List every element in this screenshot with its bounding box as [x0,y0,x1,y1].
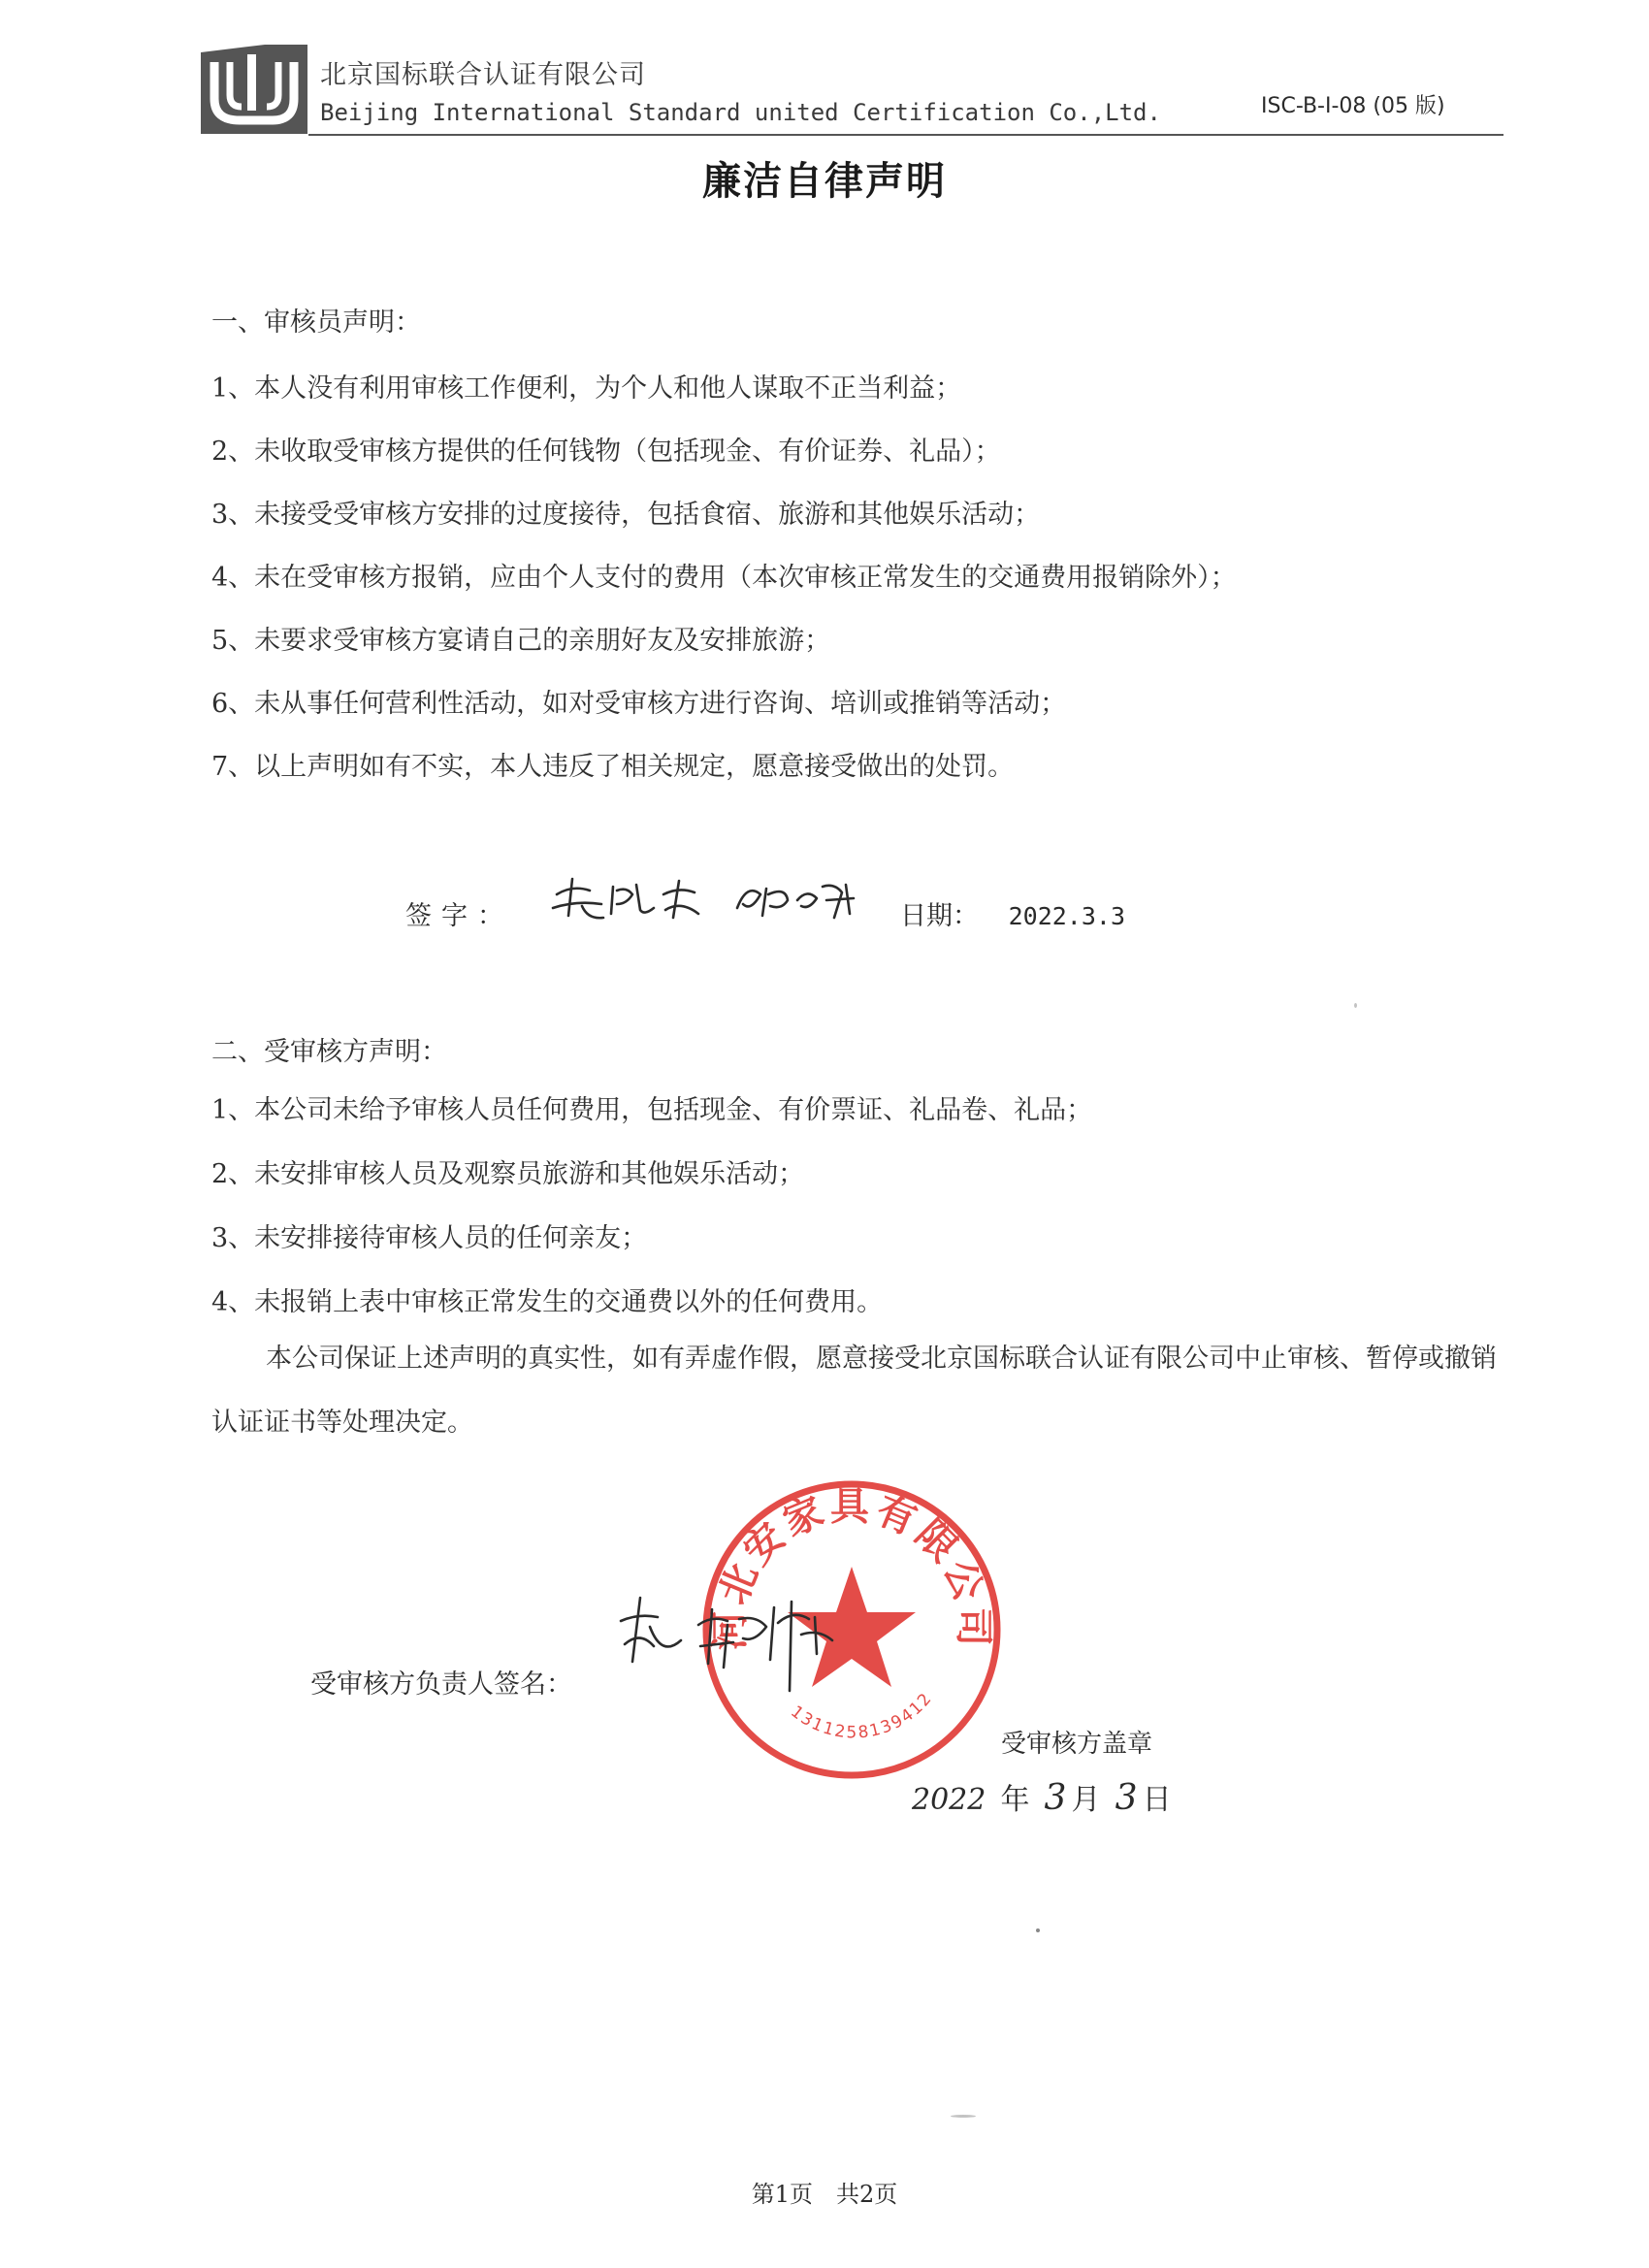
auditor-item: 6、未从事任何营利性活动，如对受审核方进行咨询、培训或推销等活动； [211,689,1067,719]
hw-date-year: 2022 [912,1783,986,1817]
auditor-item: 2、未收取受审核方提供的任何钱物（包括现金、有价证券、礼品）； [211,437,1001,467]
hw-date-month-unit: 月 [1071,1783,1101,1817]
hw-date-day: 3 [1115,1778,1138,1818]
company-name-cn: 北京国标联合认证有限公司 [320,60,646,90]
auditor-item: 4、未在受审核方报销，应由个人支付的费用（本次审核正常发生的交通费用报销除外）； [211,563,1237,593]
scan-speck [951,2115,976,2118]
scan-speck [1354,1003,1357,1008]
company-name-en: Beijing International Standard united Certification Co.,Ltd. [320,99,1161,126]
page-footer: 第1页 共2页 [751,2181,898,2208]
header-divider [308,134,1504,136]
hw-date-month: 3 [1044,1778,1067,1818]
seal-number: 1311258139412 [787,1688,937,1743]
auditee-item: 2、未安排审核人员及观察员旅游和其他娱乐活动； [211,1159,805,1189]
auditor-item: 5、未要求受审核方宴请自己的亲朋好友及安排旅游； [211,626,831,656]
auditee-item: 1、本公司未给予审核人员任何费用，包括现金、有价票证、礼品卷、礼品； [211,1095,1093,1125]
seal-label: 受审核方盖章 [1001,1730,1153,1759]
document-title: 廉洁自律声明 [702,159,947,204]
hw-date-year-unit: 年 [1000,1783,1030,1817]
auditee-section-heading: 二、受审核方声明： [211,1037,447,1067]
handwritten-date [912,1775,1172,1818]
document-code: ISC-B-I-08 (05 版) [1261,94,1445,118]
auditor-item: 1、本人没有利用审核工作便利，为个人和他人谋取不正当利益； [211,373,962,404]
responsible-signature [611,1586,883,1702]
company-logo [197,41,311,138]
auditor-section-heading: 一、审核员声明： [211,308,421,338]
scan-speck [1036,1928,1040,1932]
responsible-signature-label: 受审核方负责人签名： [310,1669,572,1700]
seal-company-text: 河北安家具有限公司 [707,1484,996,1651]
auditee-item: 4、未报销上表中审核正常发生的交通费以外的任何费用。 [211,1287,884,1317]
date-field [900,894,1125,932]
auditee-item: 3、未安排接待审核人员的任何亲友； [211,1223,648,1253]
auditor-item: 3、未接受受审核方安排的过度接待，包括食宿、旅游和其他娱乐活动； [211,500,1041,530]
hw-date-day-unit: 日 [1142,1783,1172,1817]
auditor-signature [543,865,892,933]
date-value: 2022.3.3 [1008,902,1126,930]
signature-label: 签字： [405,901,513,931]
auditor-item: 7、以上声明如有不实，本人违反了相关规定，愿意接受做出的处罚。 [211,752,1015,782]
guarantee-paragraph: 本公司保证上述声明的真实性，如有弄虚作假，愿意接受北京国标联合认证有限公司中止审核、暂停或撤销认证证书等处理决定。 [211,1344,1497,1438]
date-label: 日期： [900,901,979,931]
